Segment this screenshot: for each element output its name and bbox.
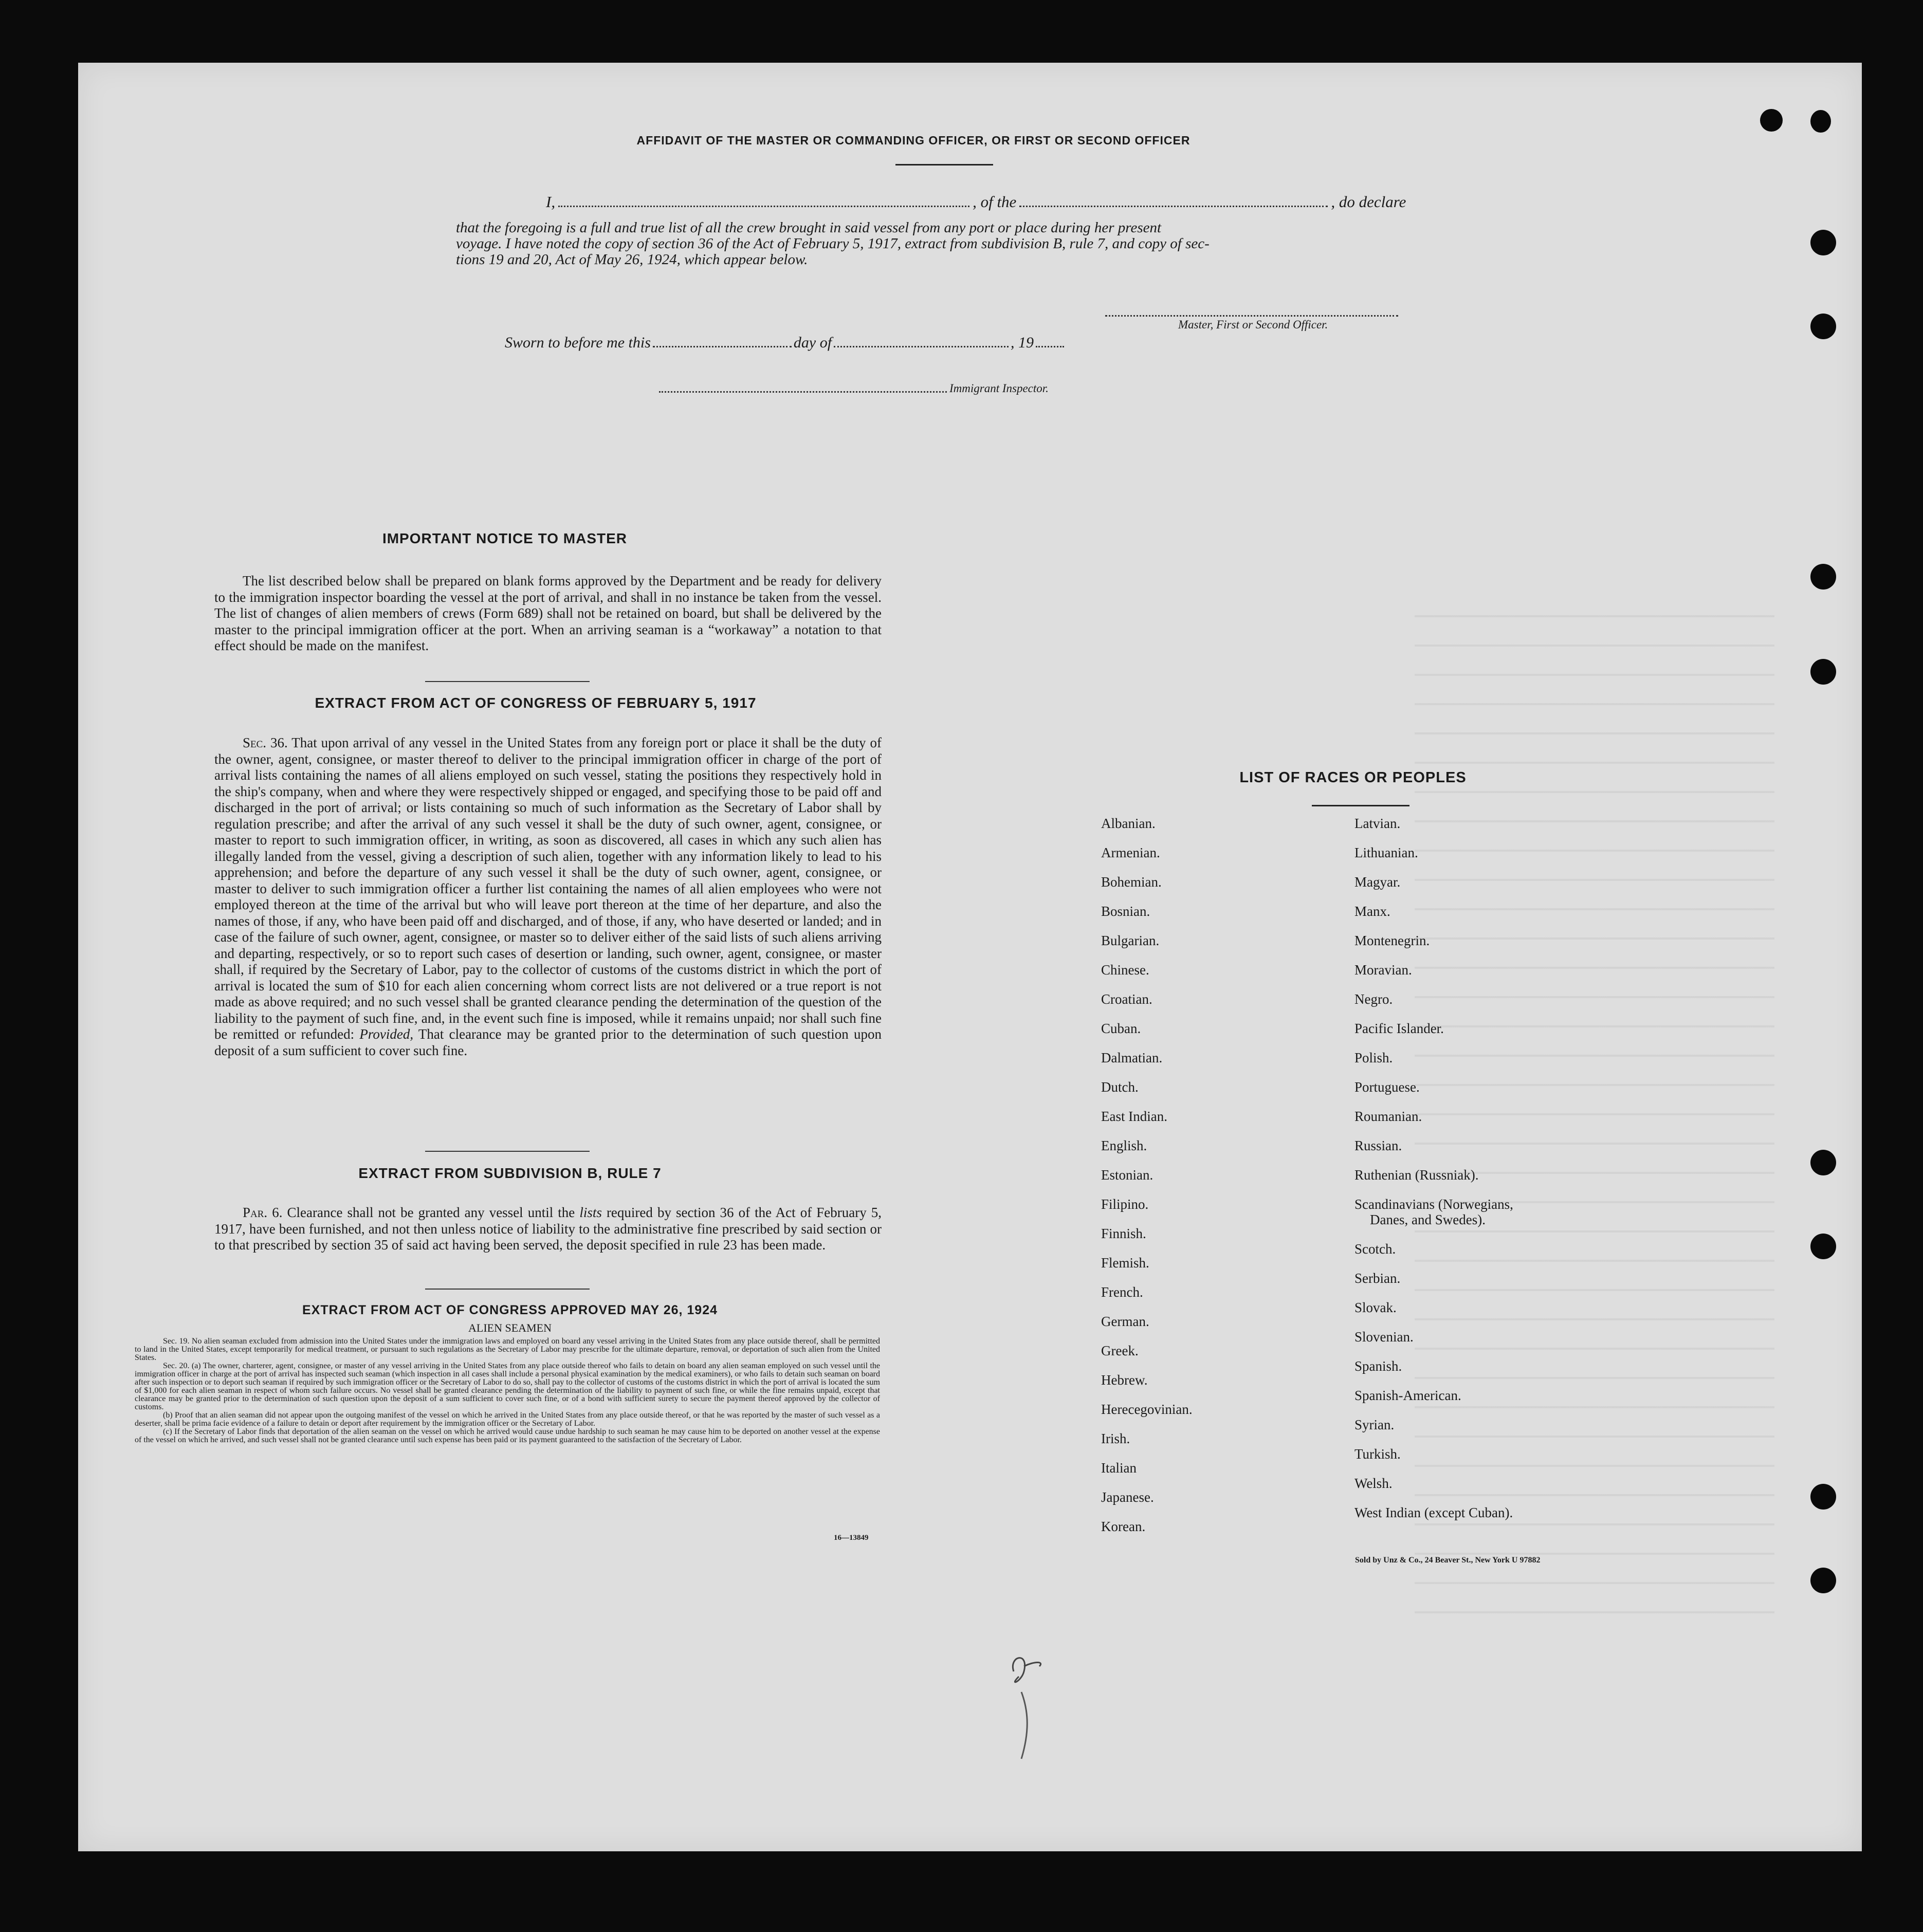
race-item: Scandinavians (Norwegians, <box>1354 1197 1513 1212</box>
section-divider <box>425 1151 590 1152</box>
rule7-title: EXTRACT FROM SUBDIVISION B, RULE 7 <box>358 1165 662 1181</box>
extract-1917-title: EXTRACT FROM ACT OF CONGRESS OF FEBRUARY 5, 1917 <box>315 695 757 711</box>
rule7-text: Clearance shall not be granted any vessel until the <box>287 1205 575 1220</box>
vessel-blank[interactable] <box>1019 205 1328 207</box>
affidavit-i-label: I, <box>546 193 556 211</box>
race-item: Herecegovinian. <box>1101 1402 1193 1417</box>
race-item: Manx. <box>1354 904 1390 919</box>
pencil-mark-icon <box>993 1651 1055 1769</box>
punch-hole-icon <box>1810 1568 1836 1593</box>
sworn-day-blank[interactable] <box>653 345 792 347</box>
races-title-underline <box>1312 805 1409 806</box>
race-item: Russian. <box>1354 1138 1402 1153</box>
section-divider <box>425 1289 590 1290</box>
race-item: Japanese. <box>1101 1489 1154 1505</box>
printer-imprint: Sold by Unz & Co., 24 Beaver St., New York U 97882 <box>1355 1556 1541 1565</box>
rule7-text-end: required by section 36 of the Act of February 5, 1917, have been furnished, and not then unless notice of liability to the administrative fine prescribed by said section or to that prescribed by section 35 of said act having been served, the deposit specified in rule 23 has been made. <box>214 1205 882 1253</box>
race-item: Albanian. <box>1101 816 1156 831</box>
race-item: Korean. <box>1101 1519 1146 1534</box>
race-item: Pacific Islander. <box>1354 1021 1444 1036</box>
race-item: Turkish. <box>1354 1446 1401 1462</box>
lists-term: lists <box>579 1205 602 1220</box>
extract-1924-subtitle: ALIEN SEAMEN <box>468 1321 552 1334</box>
race-item: Spanish-American. <box>1354 1388 1461 1403</box>
race-item: Roumanian. <box>1354 1109 1422 1124</box>
notice-body: The list described below shall be prepared on blank forms approved by the Department and be ready for delivery to the immigration inspector boarding the vessel at the port of arrival, and shall in no instance be taken from the vessel. The list of changes of alien members of crews (Form 689) shall not be retained on board, but shall be delivered by the master to the principal immigration officer at the port. When an arriving seaman is a “workaway” a notation to that effect should be made on the manifest. <box>214 573 882 653</box>
race-item: Bosnian. <box>1101 904 1150 919</box>
affidavit-line: tions 19 and 20, Act of May 26, 1924, which appear below. <box>456 251 808 268</box>
race-item: Finnish. <box>1101 1226 1146 1241</box>
race-item: Italian <box>1101 1460 1137 1476</box>
punch-hole-icon <box>1810 564 1836 590</box>
inspector-signature-line[interactable] <box>659 391 947 393</box>
race-item: Irish. <box>1101 1431 1130 1446</box>
race-item: Magyar. <box>1354 874 1401 890</box>
race-item: French. <box>1101 1284 1143 1300</box>
race-item: Scotch. <box>1354 1241 1396 1257</box>
race-item: Slovenian. <box>1354 1329 1414 1345</box>
section-20c-text: (c) If the Secretary of Labor finds that deportation of the alien seaman on the vessel on which he arrived would cause undue hardship to such seaman he may cause him to be deported on another vessel at the expense of the vessel on which he arrived, and such vessel shall not be granted clearance until such expense has been paid or its payment guaranteed to the satisfaction of the Secretary of Labor. <box>135 1427 880 1444</box>
race-item: Danes, and Swedes). <box>1370 1212 1486 1227</box>
punch-hole-icon <box>1810 659 1836 685</box>
race-item: Bulgarian. <box>1101 933 1160 948</box>
race-item: Spanish. <box>1354 1358 1402 1374</box>
race-item: Latvian. <box>1354 816 1401 831</box>
punch-hole-icon <box>1810 110 1831 133</box>
race-item: Portuguese. <box>1354 1079 1420 1095</box>
race-item: Dutch. <box>1101 1079 1139 1095</box>
punch-hole-icon <box>1810 314 1836 339</box>
extract-1924-body <box>135 1337 880 1444</box>
affidavit-title: AFFIDAVIT OF THE MASTER OR COMMANDING OFFICER, OR FIRST OR SECOND OFFICER <box>636 134 1191 147</box>
race-item: Ruthenian (Russniak). <box>1354 1167 1479 1183</box>
race-item: Lithuanian. <box>1354 845 1418 860</box>
race-item: Negro. <box>1354 991 1393 1007</box>
race-item: English. <box>1101 1138 1147 1153</box>
section-36-text-end: That clearance may be granted prior to the determination of such question upon deposit of a sum sufficient to cover such fine. <box>214 1026 882 1058</box>
race-item: Moravian. <box>1354 962 1412 978</box>
race-item: Hebrew. <box>1101 1372 1148 1388</box>
master-signature-line[interactable] <box>1105 315 1398 317</box>
section-divider <box>425 681 590 682</box>
affidavit-line: voyage. I have noted the copy of section 36 of the Act of February 5, 1917, extract from subdivision B, rule 7, and copy of sec- <box>456 235 1210 252</box>
affidavit-declare-label: , do declare <box>1331 193 1406 211</box>
title-underline <box>895 164 993 165</box>
affidavit-declaration-line <box>469 193 1420 211</box>
race-item: East Indian. <box>1101 1109 1167 1124</box>
extract-1917-body <box>214 735 882 1059</box>
form-number: 16—13849 <box>834 1534 869 1542</box>
sworn-line <box>505 334 1066 352</box>
sworn-month-blank[interactable] <box>834 345 1009 347</box>
race-item: Welsh. <box>1354 1476 1393 1491</box>
race-item: Cuban. <box>1101 1021 1141 1036</box>
sworn-year-blank[interactable] <box>1036 345 1064 347</box>
sworn-label: Sworn to before me this <box>505 334 651 351</box>
race-item: German. <box>1101 1314 1149 1329</box>
race-item: West Indian (except Cuban). <box>1354 1505 1513 1520</box>
extract-1924-title: EXTRACT FROM ACT OF CONGRESS APPROVED MAY 26, 1924 <box>302 1303 718 1317</box>
race-item: Slovak. <box>1354 1300 1397 1315</box>
race-item: Armenian. <box>1101 845 1160 860</box>
race-item: Chinese. <box>1101 962 1149 978</box>
year-label: , 19 <box>1011 334 1034 351</box>
race-item: Estonian. <box>1101 1167 1153 1183</box>
section-36-label: Sec. 36. <box>243 735 288 750</box>
reverse-bleed-through <box>1415 590 1774 1617</box>
race-item: Montenegrin. <box>1354 933 1430 948</box>
section-36-text: That upon arrival of any vessel in the United States from any foreign port or place it shall be the duty of the owner, agent, consignee, or master thereof to deliver to the principal immigration officer in charge of the port of arrival lists containing the names of all aliens employed on such vessel, stating the positions they respectively hold in the ship's company, when and where they were respectively shipped or engaged, and specifying those to be paid off and discharged in the port of arrival; or lists containing so much of such information as the Secretary of Labor shall by regulation prescribe; and after the arrival of any such vessel it shall be the duty of such owner, agent, consignee, or master to report to such immigration officer, in writing, as soon as discovered, all cases in which any such alien has illegally landed from the vessel, giving a description of such alien, together with any information likely to lead to his apprehension; and before the departure of any such vessel it shall be the duty of such owner, agent, consignee, or master to deliver to such immigration officer a further list containing the names of all alien employees who were not employed thereon at the time of the arrival but who will leave port thereon at the time of her departure, and also the names of those, if any, who have been paid off and discharged, and of those, if any, who have deserted or landed; and in case of the failure of such owner, agent, consignee, or master so to deliver either of the said lists of such aliens arriving and departing, respectively, or so to report such cases of desertion or landing, such owner, agent, consignee, or master shall, if required by the Secretary of Labor, pay to the collector of customs of the customs district in which the port of arrival is located the sum of $10 for each alien concerning whom correct lists are not delivered or a true report is not made as above required; and no such vessel shall be granted clearance pending the determination of the question of the liability to the payment of such fine, and, in the event such fine is imposed, while it remains unpaid; nor shall such fine be remitted or refunded: <box>214 735 882 1042</box>
punch-hole-icon <box>1810 1484 1836 1510</box>
punch-hole-icon <box>1810 1150 1836 1175</box>
punch-hole-icon <box>1810 230 1836 255</box>
race-item: Flemish. <box>1101 1255 1149 1271</box>
par-6-label: Par. 6. <box>243 1205 283 1220</box>
provided-term: Provided, <box>359 1026 414 1042</box>
inspector-label: Immigrant Inspector. <box>949 382 1049 395</box>
affidavit-body <box>456 220 1417 268</box>
races-left-column <box>1101 809 1193 1541</box>
day-of-label: day of <box>793 334 832 351</box>
affidavit-line: that the foregoing is a full and true list of all the crew brought in said vessel from any port or place during her present <box>456 219 1162 236</box>
race-item: Bohemian. <box>1101 874 1162 890</box>
section-20a-text: Sec. 20. (a) The owner, charterer, agent, consignee, or master of any vessel arriving in the United States from any place outside thereof who fails to detain on board any alien seaman employed on such vessel until the immigration officer in charge at the port of arrival has inspected such seaman (which inspection in all cases shall include a personal physical examination by the medical examiners), or who fails to detain such seaman on board after such inspection or to deport such seaman if required by such immigration officer or the Secretary of Labor to do so, shall pay to the collector of customs of the customs district in which the port of arrival is located the sum of $1,000 for each alien seaman in respect of whom such failure occurs. No vessel shall be granted clearance pending the determination of the liability to payment of such fine, or while the fine remains unpaid, except that clearance may be granted prior to the determination of such question upon the deposit of a sum sufficient to cover such fine, or of a bond with sufficient surety to secure the payment thereof approved by the collector of customs. <box>135 1361 880 1411</box>
punch-hole-icon <box>1810 1234 1836 1259</box>
section-19-text: Sec. 19. No alien seaman excluded from admission into the United States under the immigration laws and employed on board any vessel arriving in the United States from any place outside thereof, shall be permitted to land in the United States, except temporarily for medical treatment, or pursuant to such regulations as the Secretary of Labor may prescribe for the ultimate departure, removal, or deportation of such alien from the United States. <box>135 1337 880 1362</box>
rule7-body <box>214 1205 882 1254</box>
race-item: Serbian. <box>1354 1271 1401 1286</box>
races-title: LIST OF RACES OR PEOPLES <box>1239 769 1467 786</box>
race-item: Greek. <box>1101 1343 1139 1358</box>
document-page <box>78 63 1862 1851</box>
race-item: Syrian. <box>1354 1417 1395 1432</box>
section-20b-text: (b) Proof that an alien seaman did not appear upon the outgoing manifest of the vessel on which he arrived in the United States from any place outside thereof, or that he was reported by the master of such vessel as a deserter, shall be prima facie evidence of a failure to detain or deport after requirement by the immigration officer or the Secretary of Labor. <box>135 1411 880 1428</box>
race-item: Filipino. <box>1101 1197 1149 1212</box>
master-signature-label: Master, First or Second Officer. <box>1178 318 1328 331</box>
race-item: Croatian. <box>1101 991 1152 1007</box>
race-item: Dalmatian. <box>1101 1050 1163 1065</box>
race-item: Polish. <box>1354 1050 1393 1065</box>
name-blank[interactable] <box>558 205 969 207</box>
punch-hole-icon <box>1760 109 1783 132</box>
affidavit-of-label: , of the <box>973 193 1017 211</box>
notice-title: IMPORTANT NOTICE TO MASTER <box>382 530 628 546</box>
